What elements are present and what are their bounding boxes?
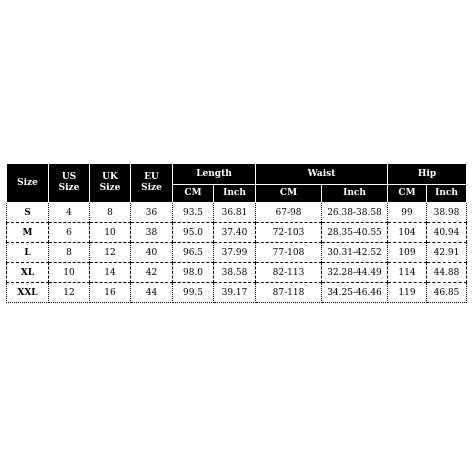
cell-us-size: 4	[49, 203, 90, 223]
cell-size: M	[7, 223, 49, 243]
cell-hip-inch: 38.98	[427, 203, 467, 223]
header-uk-size	[90, 164, 131, 203]
cell-length-inch: 37.99	[214, 243, 256, 263]
size-chart-table	[6, 163, 467, 303]
cell-eu-size: 36	[131, 203, 173, 223]
header-eu-line1: EU	[144, 172, 159, 182]
cell-hip-cm: 99	[388, 203, 427, 223]
cell-waist-inch: 30.31-42.52	[322, 243, 388, 263]
cell-waist-cm: 87-118	[256, 283, 322, 303]
cell-hip-inch: 40.94	[427, 223, 467, 243]
cell-size: L	[7, 243, 49, 263]
header-hip-inch: Inch	[427, 185, 467, 203]
cell-waist-inch: 34.25-46.46	[322, 283, 388, 303]
header-length: Length	[173, 164, 256, 185]
table-row	[7, 263, 467, 283]
cell-us-size: 12	[49, 283, 90, 303]
cell-waist-cm: 82-113	[256, 263, 322, 283]
cell-waist-cm: 77-108	[256, 243, 322, 263]
header-eu-size	[131, 164, 173, 203]
header-us-line2: Size	[58, 183, 80, 193]
header-row-top	[7, 164, 467, 185]
cell-size: XL	[7, 263, 49, 283]
table-row	[7, 223, 467, 243]
cell-hip-cm: 119	[388, 283, 427, 303]
cell-waist-inch: 28.35-40.55	[322, 223, 388, 243]
header-eu-line2: Size	[141, 183, 162, 193]
table-row	[7, 283, 467, 303]
cell-length-cm: 93.5	[173, 203, 214, 223]
header-us-line1: US	[61, 172, 77, 182]
cell-size: S	[7, 203, 49, 223]
header-waist-cm: CM	[256, 185, 322, 203]
cell-waist-cm: 67-98	[256, 203, 322, 223]
cell-hip-inch: 46.85	[427, 283, 467, 303]
cell-us-size: 6	[49, 223, 90, 243]
cell-uk-size: 12	[90, 243, 131, 263]
cell-length-inch: 38.58	[214, 263, 256, 283]
cell-us-size: 10	[49, 263, 90, 283]
cell-length-cm: 99.5	[173, 283, 214, 303]
cell-waist-inch: 32.28-44.49	[322, 263, 388, 283]
cell-hip-cm: 104	[388, 223, 427, 243]
size-chart-header	[7, 164, 467, 203]
header-length-inch: Inch	[214, 185, 256, 203]
cell-uk-size: 14	[90, 263, 131, 283]
header-waist-inch: Inch	[322, 185, 388, 203]
header-hip: Hip	[388, 164, 467, 185]
cell-hip-inch: 42.91	[427, 243, 467, 263]
header-size: Size	[7, 164, 49, 203]
cell-hip-cm: 114	[388, 263, 427, 283]
cell-length-inch: 36.81	[214, 203, 256, 223]
table-row	[7, 203, 467, 223]
cell-length-inch: 39.17	[214, 283, 256, 303]
cell-uk-size: 16	[90, 283, 131, 303]
header-us-size	[49, 164, 90, 203]
header-length-cm: CM	[173, 185, 214, 203]
cell-length-cm: 96.5	[173, 243, 214, 263]
cell-eu-size: 44	[131, 283, 173, 303]
cell-hip-cm: 109	[388, 243, 427, 263]
cell-eu-size: 42	[131, 263, 173, 283]
size-chart-body	[7, 203, 467, 303]
cell-length-cm: 98.0	[173, 263, 214, 283]
cell-uk-size: 10	[90, 223, 131, 243]
cell-waist-inch: 26.38-38.58	[322, 203, 388, 223]
header-uk-line1: UK	[102, 172, 118, 182]
cell-length-cm: 95.0	[173, 223, 214, 243]
cell-waist-cm: 72-103	[256, 223, 322, 243]
cell-eu-size: 40	[131, 243, 173, 263]
header-hip-cm: CM	[388, 185, 427, 203]
cell-eu-size: 38	[131, 223, 173, 243]
header-waist: Waist	[256, 164, 388, 185]
cell-uk-size: 8	[90, 203, 131, 223]
cell-size: XXL	[7, 283, 49, 303]
header-uk-line2: Size	[99, 183, 121, 193]
table-row	[7, 243, 467, 263]
cell-hip-inch: 44.88	[427, 263, 467, 283]
cell-us-size: 8	[49, 243, 90, 263]
cell-length-inch: 37.40	[214, 223, 256, 243]
